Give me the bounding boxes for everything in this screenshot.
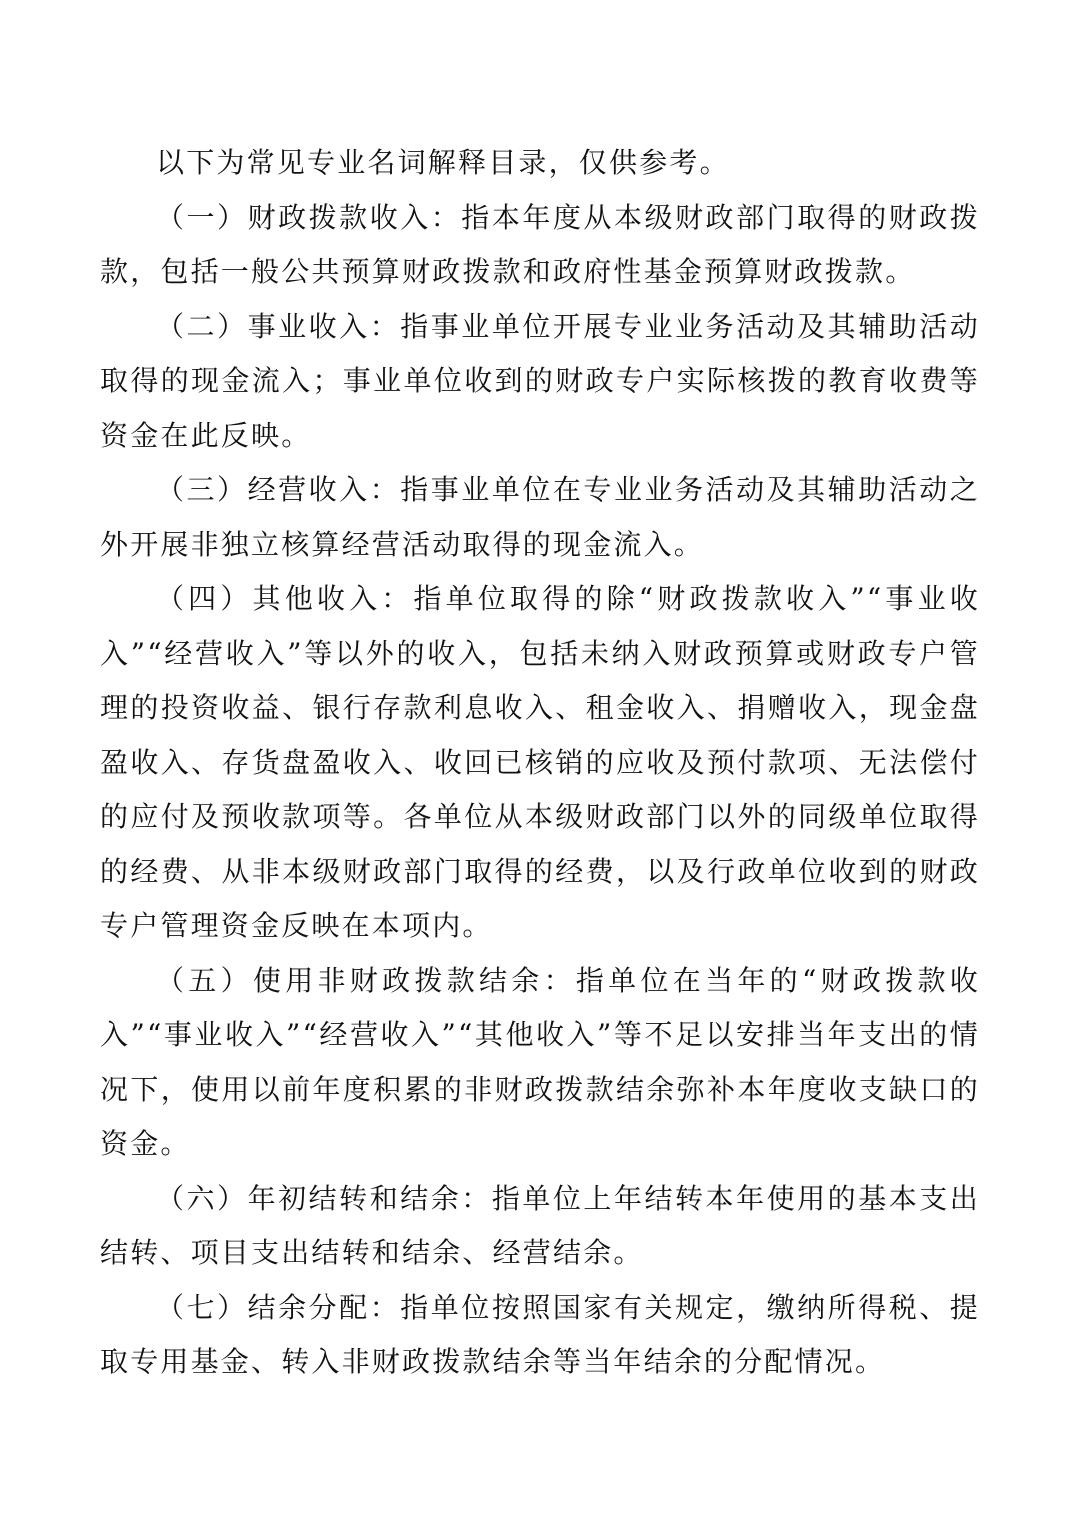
definition-paragraph-4: （四）其他收入：指单位取得的除“财政拨款收入”“事业收入”“经营收入”等以外的收入，包括未纳入财政预算或财政专户管理的投资收益、银行存款利息收入、租金收入、捐赠收入，现金盘盈收入、存货盘盈收入、收回已核销的应收及预付款项、无法偿付的应付及预收款项等。各单位从本级财政部门以外的同级单位取得的经费、从非本级财政部门取得的经费，以及行政单位收到的财政专户管理资金反映在本项内。 <box>100 582 980 942</box>
definition-paragraph-1: （一）财政拨款收入：指本年度从本级财政部门取得的财政拨款，包括一般公共预算财政拨款和政府性基金预算财政拨款。 <box>100 200 980 288</box>
definition-paragraph-5: （五）使用非财政拨款结余：指单位在当年的“财政拨款收入”“事业收入”“经营收入”“其他收入”等不足以安排当年支出的情况下，使用以前年度积累的非财政拨款结余弥补本年度收支缺口的资金。 <box>100 963 980 1160</box>
definition-paragraph-2: （二）事业收入：指事业单位开展专业业务活动及其辅助活动取得的现金流入；事业单位收到的财政专户实际核拨的教育收费等资金在此反映。 <box>100 309 980 452</box>
definition-paragraph-6: （六）年初结转和结余：指单位上年结转本年使用的基本支出结转、项目支出结转和结余、经营结余。 <box>100 1181 980 1269</box>
intro-paragraph: 以下为常见专业名词解释目录，仅供参考。 <box>156 146 730 179</box>
document-body <box>100 136 980 1390</box>
definition-paragraph-7: （七）结余分配：指单位按照国家有关规定，缴纳所得税、提取专用基金、转入非财政拨款结余等当年结余的分配情况。 <box>100 1290 980 1378</box>
definition-paragraph-3: （三）经营收入：指事业单位在专业业务活动及其辅助活动之外开展非独立核算经营活动取得的现金流入。 <box>100 473 980 561</box>
